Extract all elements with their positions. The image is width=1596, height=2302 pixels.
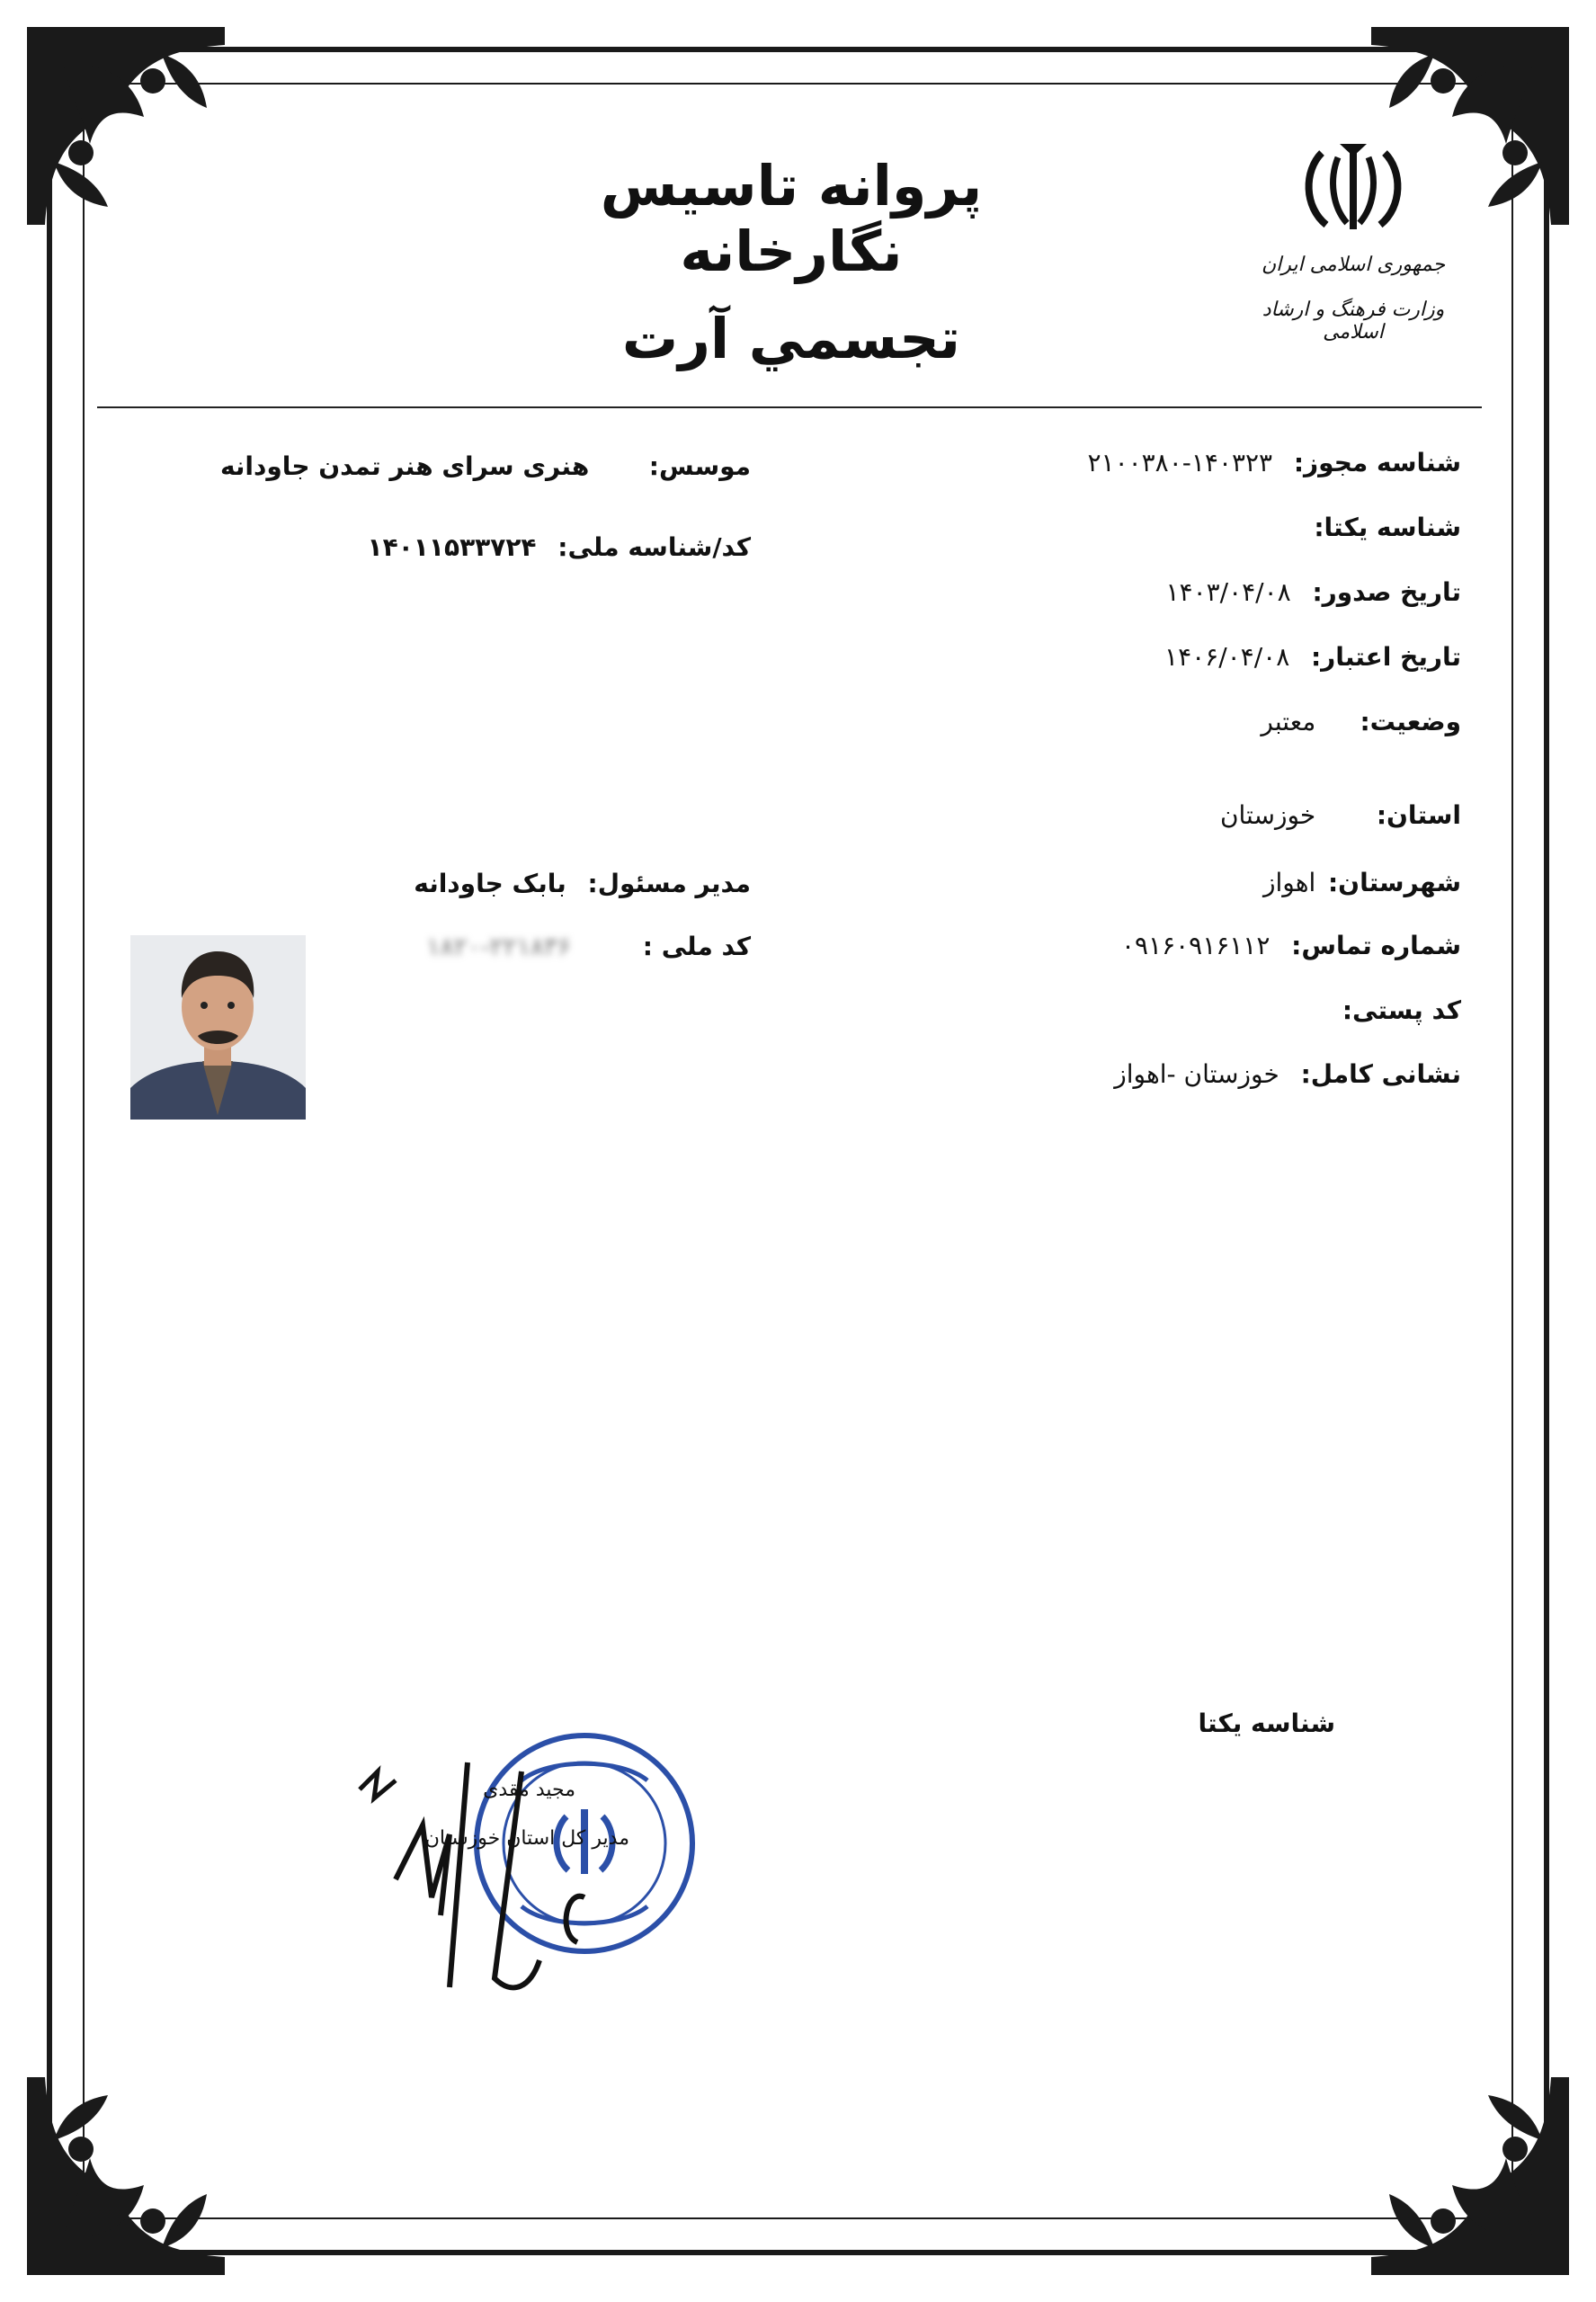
field-label: تاریخ صدور: [1312, 577, 1461, 607]
field-province [1220, 800, 1461, 830]
iran-emblem-icon [1295, 135, 1412, 243]
field-label: موسس: [648, 451, 751, 481]
field-label: شناسه مجوز: [1293, 448, 1461, 477]
signer-name: مجید مقدی [483, 1779, 575, 1801]
field-city [1263, 868, 1461, 897]
field-value: خوزستان -اهواز [1114, 1059, 1279, 1089]
field-address [1114, 1059, 1461, 1089]
corner-ornament-bottom-right [1371, 2077, 1569, 2275]
field-label: کد/شناسه ملی: [557, 532, 751, 562]
field-value: اهواز [1262, 868, 1316, 897]
field-value: ۱۴۰۳/۰۴/۰۸ [1165, 577, 1291, 607]
field-value: ۲۱۰۰۳۸۰-۱۴۰۳۲۳ [1087, 448, 1273, 477]
field-issue-date [1166, 577, 1461, 607]
government-name: جمهوری اسلامی ایران [1261, 254, 1446, 276]
field-value: ۱۴۰۱۱۵۳۳۷۲۴ [367, 532, 537, 562]
ministry-name: وزارت فرهنگ و ارشاد اسلامی [1262, 299, 1445, 344]
field-unique-id [1306, 513, 1461, 542]
manager-photo [130, 935, 306, 1120]
gallery-name: تجسمي آرت [621, 306, 961, 371]
field-label: تاریخ اعتبار: [1310, 642, 1461, 672]
field-label: کد پستی: [1342, 995, 1461, 1025]
field-national-id [368, 532, 751, 562]
corner-ornament-bottom-left [27, 2077, 225, 2275]
field-label: شماره تماس: [1291, 931, 1461, 960]
field-value: خوزستان [1219, 800, 1316, 830]
field-value: هنری سرای هنر تمدن جاودانه [219, 451, 590, 481]
header-divider [97, 406, 1482, 408]
field-manager-national-code [427, 932, 752, 961]
document-title: پروانه تاسیس نگارخانه [600, 153, 983, 284]
field-label: مدیر مسئول: [587, 869, 751, 898]
field-phone [1121, 931, 1461, 960]
field-value: بابک جاودانه [414, 869, 566, 898]
field-validity-date [1164, 642, 1461, 672]
field-manager [414, 869, 751, 898]
field-value: معتبر [1261, 707, 1316, 736]
field-label: نشانی کامل: [1300, 1059, 1461, 1089]
footer-unique-id [1199, 1709, 1335, 1738]
signer-title: مدیر کل استان خوزستان [424, 1827, 629, 1850]
field-label: وضعیت: [1360, 707, 1461, 736]
handwritten-signature [342, 1744, 665, 1996]
inner-border [83, 83, 1513, 2219]
field-label: استان: [1376, 800, 1461, 830]
field-value: ۱۴۰۶/۰۴/۰۸ [1164, 642, 1290, 672]
field-founder [220, 451, 751, 481]
corner-ornament-top-left [27, 27, 225, 225]
field-label: شناسه یکتا [1198, 1709, 1335, 1738]
field-label: شناسه یکتا: [1314, 513, 1461, 542]
field-value: ۰۹۱۶۰۹۱۶۱۱۲ [1120, 931, 1271, 960]
field-label: شهرستان: [1327, 868, 1461, 897]
field-license-id [1087, 448, 1461, 477]
field-value-redacted: ۱۸۲۰-۲۲۱۸۳۶ [426, 932, 571, 961]
person-portrait-icon [130, 935, 306, 1120]
field-postal-code [1333, 995, 1461, 1025]
field-status [1261, 707, 1461, 736]
field-label: کد ملی : [642, 932, 751, 961]
